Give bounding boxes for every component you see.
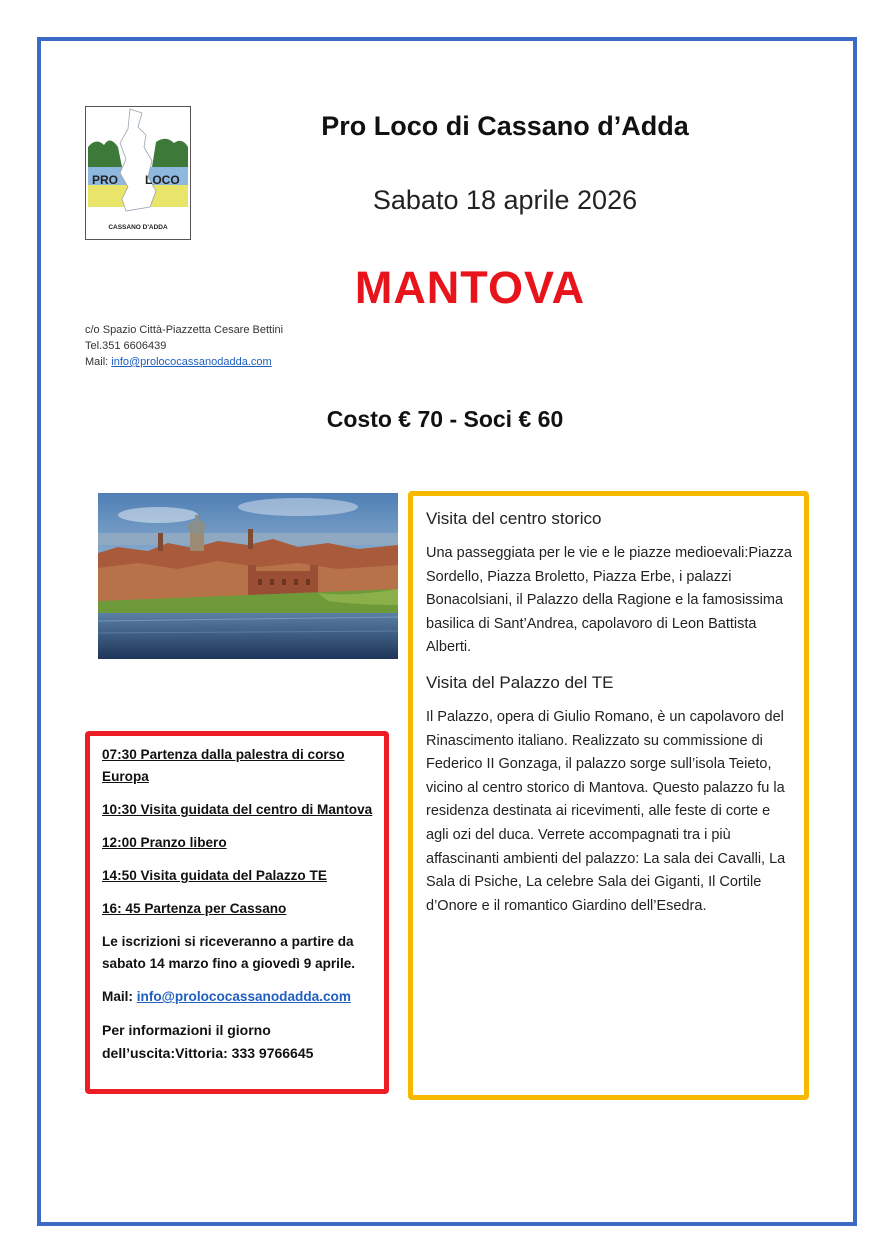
- organization-title: Pro Loco di Cassano d’Adda: [321, 111, 689, 141]
- schedule-item: 07:30 Partenza dalla palestra di corso Europa: [102, 747, 345, 784]
- section-title-centro-storico: Visita del centro storico: [426, 509, 602, 528]
- contact-block: [85, 322, 283, 370]
- section-text-centro-storico: Una passeggiata per le vie e le piazze medioevali:Piazza Sordello, Piazza Broletto, Piazza Erbe, i palazzi Bonacolsiani, il Palazzo della Ragione e la famosissima basilica di Sant’Andrea, capolavoro di Leon Battista Alberti.: [426, 545, 792, 656]
- contact-phone: Tel.351 6606439: [85, 340, 167, 352]
- schedule-item: 12:00 Pranzo libero: [102, 835, 227, 850]
- contact-mail-line: [85, 354, 283, 370]
- schedule-box: [85, 731, 389, 1094]
- logo-word-loco: LOCO: [145, 173, 180, 187]
- schedule-item: 14:50 Visita guidata del Palazzo TE: [102, 868, 327, 883]
- contact-info-notice: Per informazioni il giorno dell’uscita:Vittoria: 333 9766645: [102, 1022, 314, 1061]
- schedule-item: 16: 45 Partenza per Cassano: [102, 901, 287, 916]
- section-text-palazzo-te: Il Palazzo, opera di Giulio Romano, è un capolavoro del Rinascimento italiano. Realizzato su commissione di Federico II Gonzaga, il palazzo sorge sull’isola Teieto, vicino al centro storico di Mantova. Questo palazzo fu la residenza destinata ai ricevimenti, alle feste di corte e agli ozi del duca. Verrete accompagnati tra i più affascinanti ambienti del palazzo: La sala dei Cavalli, La Sala di Psiche, La celebre Sala dei Giganti, Il Cortile d’Onore e il romantico Giardino dell’Esedra.: [426, 708, 786, 914]
- schedule-mail-link[interactable]: info@prolococassanodadda.com: [136, 989, 351, 1004]
- contact-address: c/o Spazio Città-Piazzetta Cesare Bettini: [85, 324, 284, 336]
- contact-mail-link[interactable]: info@prolococassanodadda.com: [111, 356, 272, 368]
- schedule-content: [102, 744, 380, 1076]
- contact-mail-label: Mail:: [85, 356, 112, 368]
- logo-caption: CASSANO D'ADDA: [108, 224, 168, 231]
- schedule-item: 10:30 Visita guidata del centro di Mantova: [102, 802, 373, 817]
- description-content: [426, 508, 796, 930]
- registration-notice: Le iscrizioni si riceveranno a partire da sabato 14 marzo fino a giovedì 9 aprile.: [102, 934, 356, 971]
- mantova-photo: [98, 493, 398, 659]
- pro-loco-logo: [85, 106, 191, 240]
- description-box: [408, 491, 809, 1100]
- destination-title: MANTOVA: [354, 262, 586, 313]
- logo-word-pro: PRO: [92, 173, 119, 187]
- schedule-mail-line: [102, 986, 380, 1008]
- event-date: Sabato 18 aprile 2026: [372, 185, 638, 215]
- price-line: Costo € 70 - Soci € 60: [326, 406, 564, 432]
- schedule-mail-label: Mail:: [102, 989, 137, 1004]
- section-title-palazzo-te: Visita del Palazzo del TE: [426, 672, 614, 692]
